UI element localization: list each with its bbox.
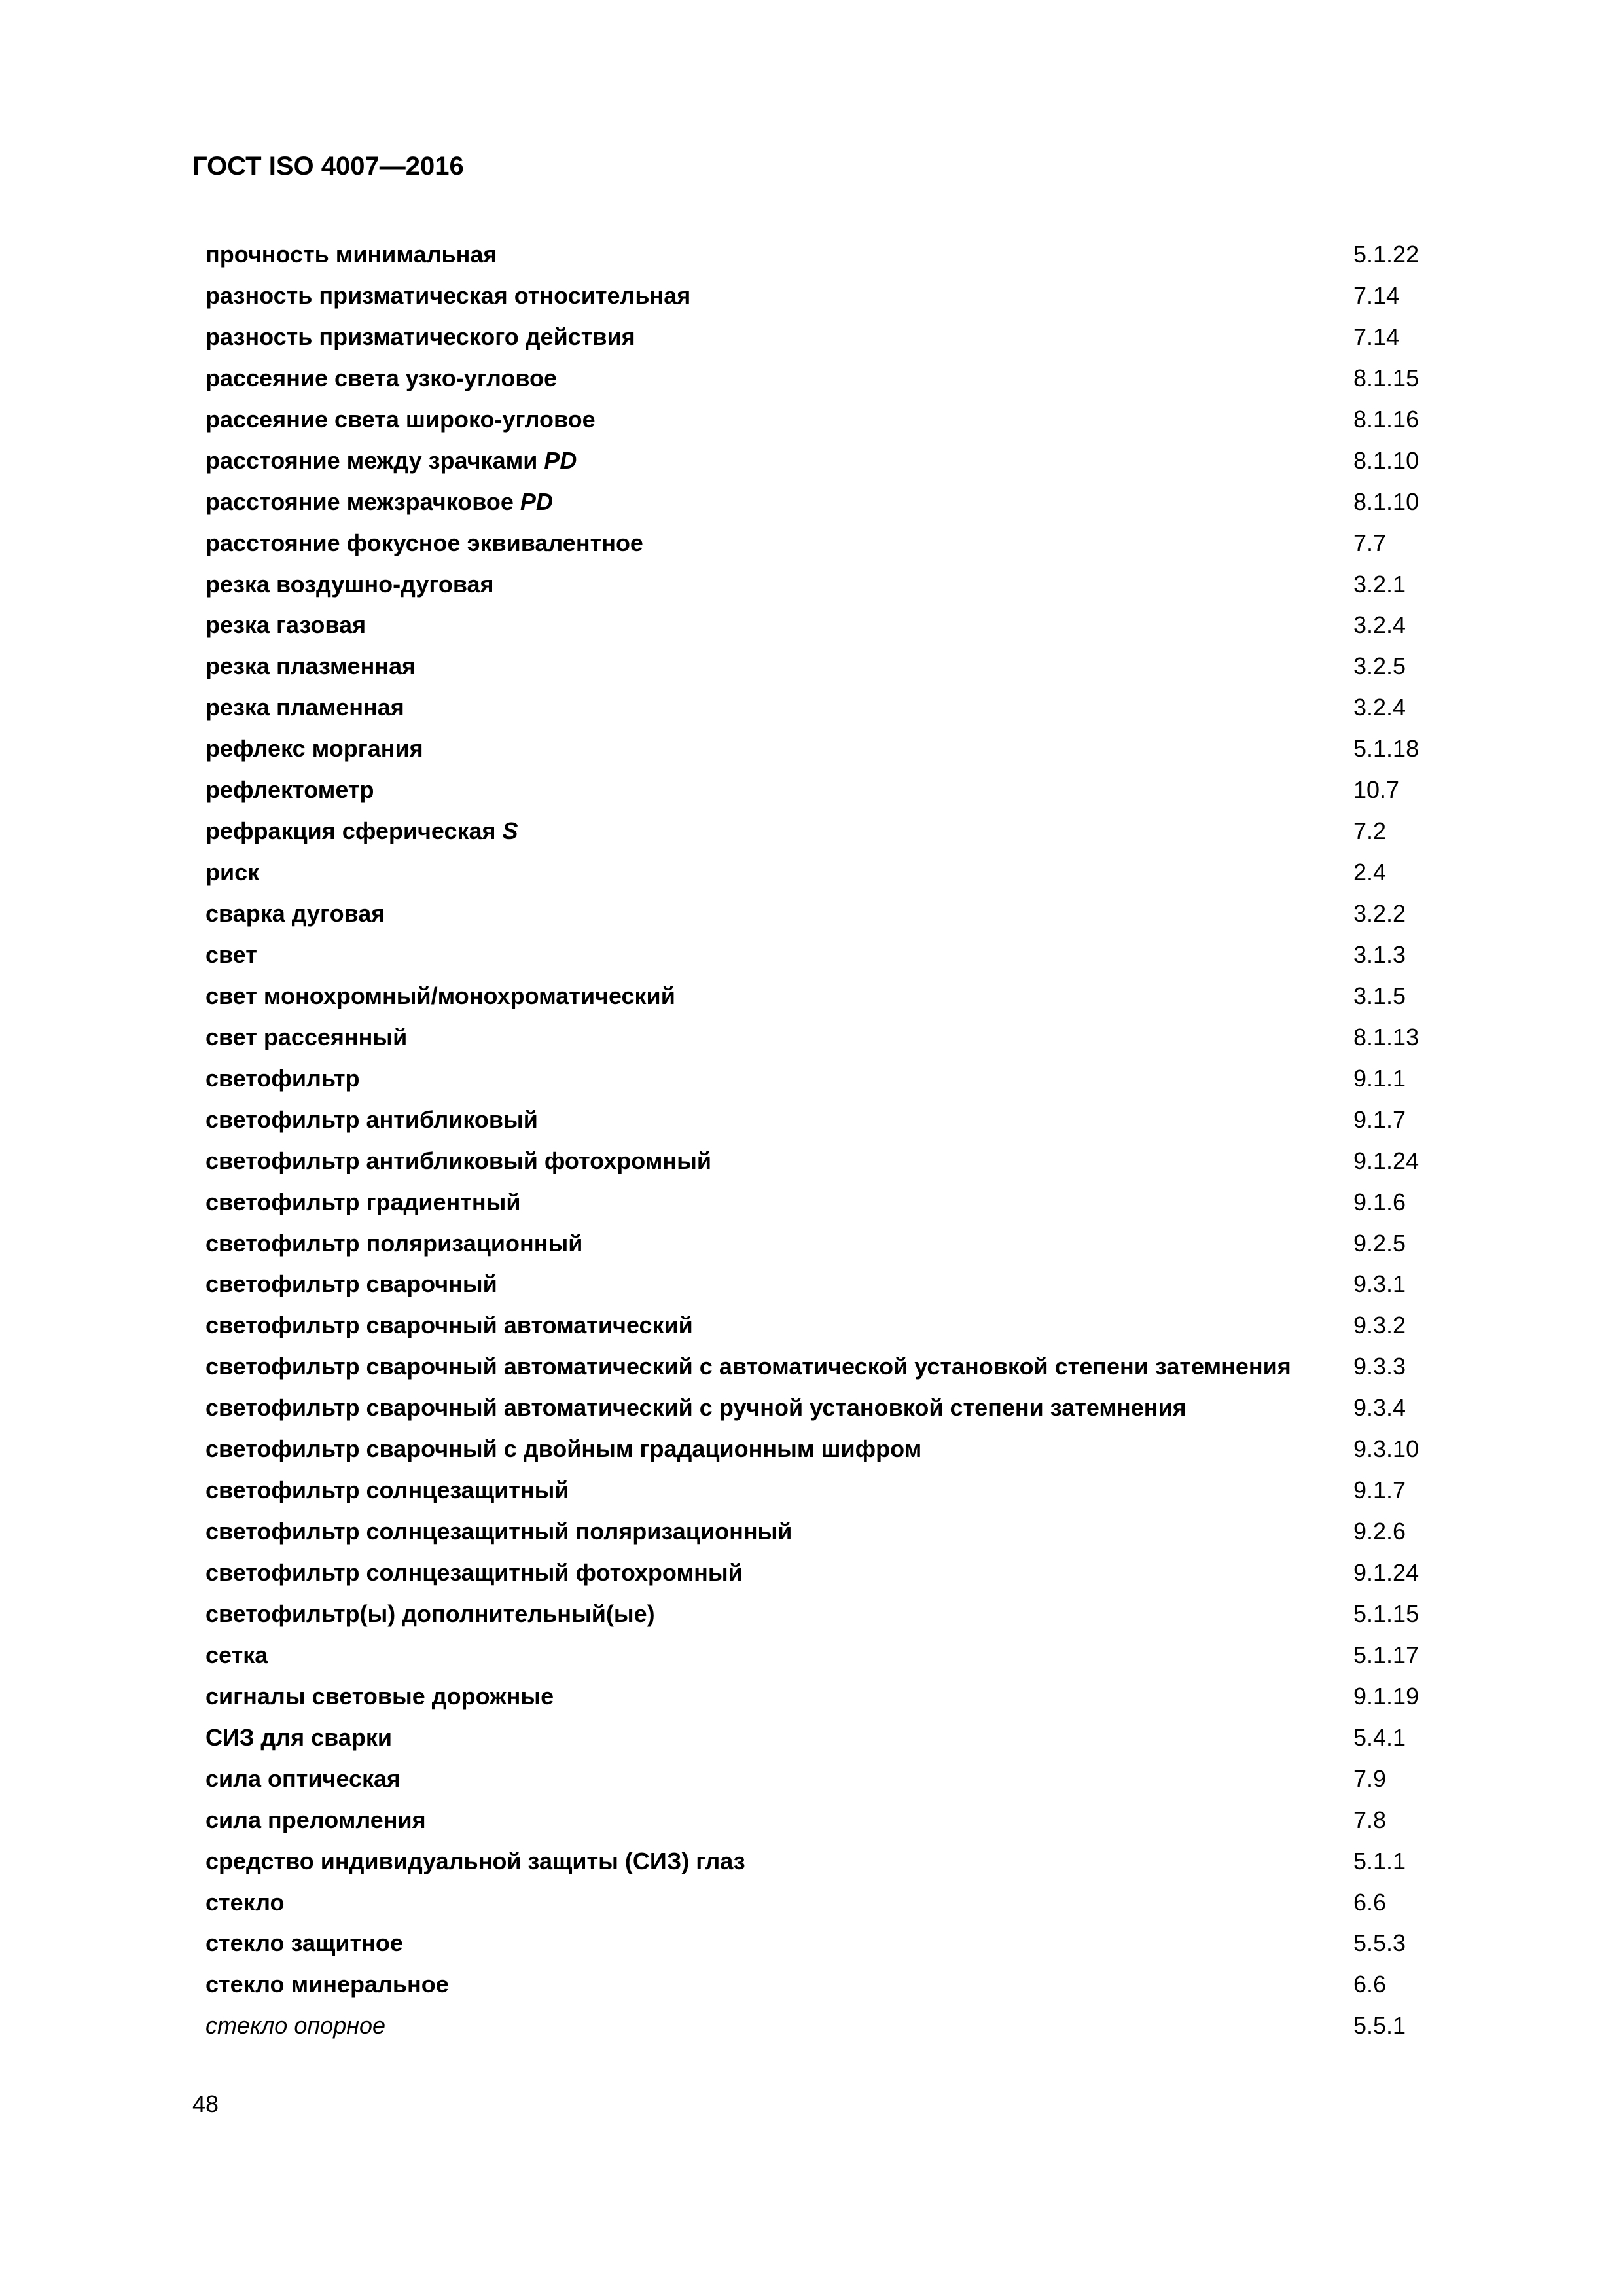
index-reference-number: 5.1.15 <box>1353 1600 1419 1627</box>
page-header-title: ГОСТ ISO 4007—2016 <box>192 152 464 181</box>
index-entry <box>205 1264 1449 1305</box>
index-term-text: сила оптическая <box>205 1765 401 1792</box>
index-term-text: свет рассеянный <box>205 1023 408 1050</box>
index-term <box>205 687 404 728</box>
index-reference-number: 6.6 <box>1353 1888 1387 1916</box>
index-entry <box>205 2005 1449 2047</box>
index-entry <box>205 1841 1449 1882</box>
index-term <box>205 605 366 646</box>
index-reference-number: 7.7 <box>1353 529 1387 556</box>
index-reference-number: 3.2.4 <box>1353 694 1406 721</box>
index-term-text: резка плазменная <box>205 653 416 680</box>
index-reference-number: 9.1.7 <box>1353 1477 1406 1504</box>
index-term-text: свет монохромный/монохроматический <box>205 982 675 1009</box>
index-term-text: светофильтр сварочный <box>205 1270 497 1298</box>
index-term-text: светофильтр сварочный с двойным градационным шифром <box>205 1435 922 1463</box>
index-term-text: расстояние межзрачковое <box>205 488 520 515</box>
index-term <box>205 1717 392 1759</box>
index-entry <box>205 1882 1449 1924</box>
index-reference-number: 7.8 <box>1353 1806 1387 1833</box>
index-reference-number: 5.1.1 <box>1353 1847 1406 1874</box>
index-entry <box>205 1346 1449 1388</box>
index-term <box>205 1511 792 1552</box>
index-term <box>205 1759 401 1800</box>
index-term <box>205 2005 385 2047</box>
index-entry <box>205 1305 1449 1346</box>
index-term <box>205 1676 554 1717</box>
index-term <box>205 1800 426 1841</box>
index-term <box>205 976 675 1017</box>
index-term <box>205 317 635 358</box>
index-term-symbol: PD <box>520 488 553 515</box>
index-term-text: резка пламенная <box>205 694 404 721</box>
index-term <box>205 399 596 440</box>
index-term <box>205 1058 359 1100</box>
index-term <box>205 1017 407 1058</box>
index-entry <box>205 646 1449 687</box>
index-term-text: сетка <box>205 1641 268 1668</box>
index-term <box>205 1594 655 1635</box>
index-entry <box>205 1182 1449 1223</box>
index-entry <box>205 976 1449 1017</box>
index-entry <box>205 605 1449 646</box>
index-reference-number: 8.1.16 <box>1353 405 1419 433</box>
index-entry <box>205 358 1449 399</box>
index-term <box>205 523 643 564</box>
index-term <box>205 1346 1291 1388</box>
index-entry <box>205 440 1449 482</box>
index-term <box>205 1223 582 1265</box>
index-term <box>205 1882 285 1924</box>
index-term-text: резка воздушно-дуговая <box>205 570 494 598</box>
index-term <box>205 1141 711 1182</box>
index-term-text: средство индивидуальной защиты (СИЗ) глаз <box>205 1847 745 1874</box>
index-entry <box>205 564 1449 605</box>
index-term-text: стекло <box>205 1888 285 1916</box>
index-entry <box>205 1635 1449 1676</box>
index-entry <box>205 1594 1449 1635</box>
index-term <box>205 1964 449 2005</box>
index-reference-number: 7.9 <box>1353 1765 1387 1792</box>
index-term-text: светофильтр сварочный автоматический с ручной установкой степени затемнения <box>205 1394 1186 1422</box>
index-reference-number: 7.14 <box>1353 323 1400 350</box>
index-entry <box>205 523 1449 564</box>
index-entry <box>205 1223 1449 1265</box>
index-entry <box>205 1429 1449 1470</box>
index-term-text: СИЗ для сварки <box>205 1723 392 1751</box>
index-term <box>205 564 494 605</box>
index-term-text: стекло минеральное <box>205 1971 449 1998</box>
index-term <box>205 1305 693 1346</box>
index-reference-number: 9.1.19 <box>1353 1682 1419 1710</box>
index-term-text: стекло опорное <box>205 2012 386 2039</box>
index-term-text: сила преломления <box>205 1806 426 1833</box>
index-term <box>205 276 690 317</box>
index-entry <box>205 399 1449 440</box>
index-entry <box>205 1676 1449 1717</box>
index-term-text: светофильтр антибликовый фотохромный <box>205 1147 712 1174</box>
index-term <box>205 728 423 770</box>
index-term <box>205 1182 520 1223</box>
index-term-text: разность призматического действия <box>205 323 635 350</box>
index-term <box>205 1388 1186 1429</box>
index-entry <box>205 482 1449 523</box>
index-term-text: светофильтр солнцезащитный поляризационный <box>205 1518 793 1545</box>
index-entry <box>205 893 1449 935</box>
index-term-text: свет <box>205 941 257 968</box>
index-term-text: расстояние фокусное эквивалентное <box>205 529 643 556</box>
index-term-symbol: PD <box>544 446 577 474</box>
index-term-symbol: S <box>502 817 518 845</box>
index-entry <box>205 770 1449 811</box>
index-entry <box>205 811 1449 852</box>
index-reference-number: 3.1.3 <box>1353 941 1406 968</box>
index-term <box>205 1635 268 1676</box>
index-entry <box>205 852 1449 893</box>
index-entry <box>205 728 1449 770</box>
index-term <box>205 1429 921 1470</box>
index-reference-number: 2.4 <box>1353 859 1387 886</box>
index-reference-number: 5.1.18 <box>1353 735 1419 762</box>
index-term <box>205 440 577 482</box>
index-term-text: светофильтр солнцезащитный фотохромный <box>205 1559 743 1586</box>
index-entry <box>205 317 1449 358</box>
index-term-text: расстояние между зрачками <box>205 446 544 474</box>
index-term-text: сигналы световые дорожные <box>205 1682 554 1710</box>
index-term <box>205 1470 569 1511</box>
index-term <box>205 935 257 976</box>
index-reference-number: 9.1.24 <box>1353 1559 1419 1586</box>
index-term-text: светофильтр антибликовый <box>205 1105 538 1133</box>
index-term-text: прочность минимальная <box>205 241 497 268</box>
index-reference-number: 9.1.24 <box>1353 1147 1419 1174</box>
index-entry <box>205 1759 1449 1800</box>
index-reference-number: 5.1.22 <box>1353 241 1419 268</box>
index-term-text: светофильтр <box>205 1064 360 1092</box>
index-term-text: риск <box>205 859 260 886</box>
index-entry <box>205 1717 1449 1759</box>
index-reference-number: 9.3.4 <box>1353 1394 1406 1422</box>
index-reference-number: 3.2.2 <box>1353 900 1406 927</box>
index-term-text: рассеяние света широко-угловое <box>205 405 596 433</box>
index-term-text: светофильтр градиентный <box>205 1188 521 1215</box>
index-term-text: стекло защитное <box>205 1929 403 1957</box>
index-reference-number: 8.1.10 <box>1353 446 1419 474</box>
index-reference-number: 5.4.1 <box>1353 1723 1406 1751</box>
index-term <box>205 1923 403 1964</box>
index-reference-number: 9.1.6 <box>1353 1188 1406 1215</box>
index-term-text: светофильтр сварочный автоматический с автоматической установкой степени затемнения <box>205 1353 1291 1380</box>
index-entry <box>205 1100 1449 1141</box>
index-term-text: светофильтр сварочный автоматический <box>205 1312 693 1339</box>
index-term-text: рефракция сферическая <box>205 817 503 845</box>
index-reference-number: 3.2.1 <box>1353 570 1406 598</box>
index-reference-number: 9.2.6 <box>1353 1518 1406 1545</box>
index-entry <box>205 234 1449 276</box>
index-reference-number: 9.3.3 <box>1353 1353 1406 1380</box>
index-entry <box>205 1017 1449 1058</box>
index-term <box>205 893 385 935</box>
index-reference-number: 5.5.1 <box>1353 2012 1406 2039</box>
alphabetical-index-list <box>205 234 1449 2047</box>
index-term <box>205 811 518 852</box>
index-entry <box>205 1470 1449 1511</box>
index-term <box>205 1264 497 1305</box>
index-term-text: сварка дуговая <box>205 900 385 927</box>
index-term-text: рефлектометр <box>205 776 374 804</box>
index-reference-number: 7.14 <box>1353 281 1400 309</box>
index-reference-number: 3.2.5 <box>1353 653 1406 680</box>
index-term-text: резка газовая <box>205 611 366 639</box>
index-term-text: светофильтр(ы) дополнительный(ые) <box>205 1600 655 1627</box>
page-number: 48 <box>192 2090 219 2117</box>
index-entry <box>205 1964 1449 2005</box>
index-term <box>205 1100 538 1141</box>
index-reference-number: 8.1.10 <box>1353 488 1419 515</box>
index-term <box>205 852 259 893</box>
index-reference-number: 8.1.13 <box>1353 1023 1419 1050</box>
index-reference-number: 9.1.7 <box>1353 1105 1406 1133</box>
index-entry <box>205 1388 1449 1429</box>
index-entry <box>205 1923 1449 1964</box>
index-reference-number: 3.1.5 <box>1353 982 1406 1009</box>
index-reference-number: 9.1.1 <box>1353 1064 1406 1092</box>
index-entry <box>205 1141 1449 1182</box>
index-reference-number: 5.5.3 <box>1353 1929 1406 1957</box>
index-term-text: рефлекс моргания <box>205 735 423 762</box>
index-entry <box>205 1058 1449 1100</box>
index-term <box>205 1841 745 1882</box>
index-reference-number: 3.2.4 <box>1353 611 1406 639</box>
index-term-text: светофильтр поляризационный <box>205 1229 583 1257</box>
index-term <box>205 234 497 276</box>
index-term <box>205 482 553 523</box>
index-reference-number: 9.3.1 <box>1353 1270 1406 1298</box>
index-entry <box>205 1552 1449 1594</box>
index-entry <box>205 1511 1449 1552</box>
index-reference-number: 9.3.10 <box>1353 1435 1419 1463</box>
index-term <box>205 358 557 399</box>
index-term-text: светофильтр солнцезащитный <box>205 1477 569 1504</box>
index-term <box>205 770 374 811</box>
index-term <box>205 1552 743 1594</box>
index-reference-number: 10.7 <box>1353 776 1400 804</box>
index-reference-number: 7.2 <box>1353 817 1387 845</box>
index-reference-number: 9.2.5 <box>1353 1229 1406 1257</box>
index-entry <box>205 935 1449 976</box>
index-entry <box>205 276 1449 317</box>
index-entry <box>205 1800 1449 1841</box>
index-reference-number: 6.6 <box>1353 1971 1387 1998</box>
index-term-text: рассеяние света узко-угловое <box>205 364 557 391</box>
index-reference-number: 5.1.17 <box>1353 1641 1419 1668</box>
index-reference-number: 9.3.2 <box>1353 1312 1406 1339</box>
index-entry <box>205 687 1449 728</box>
index-reference-number: 8.1.15 <box>1353 364 1419 391</box>
index-term <box>205 646 416 687</box>
index-term-text: разность призматическая относительная <box>205 281 691 309</box>
